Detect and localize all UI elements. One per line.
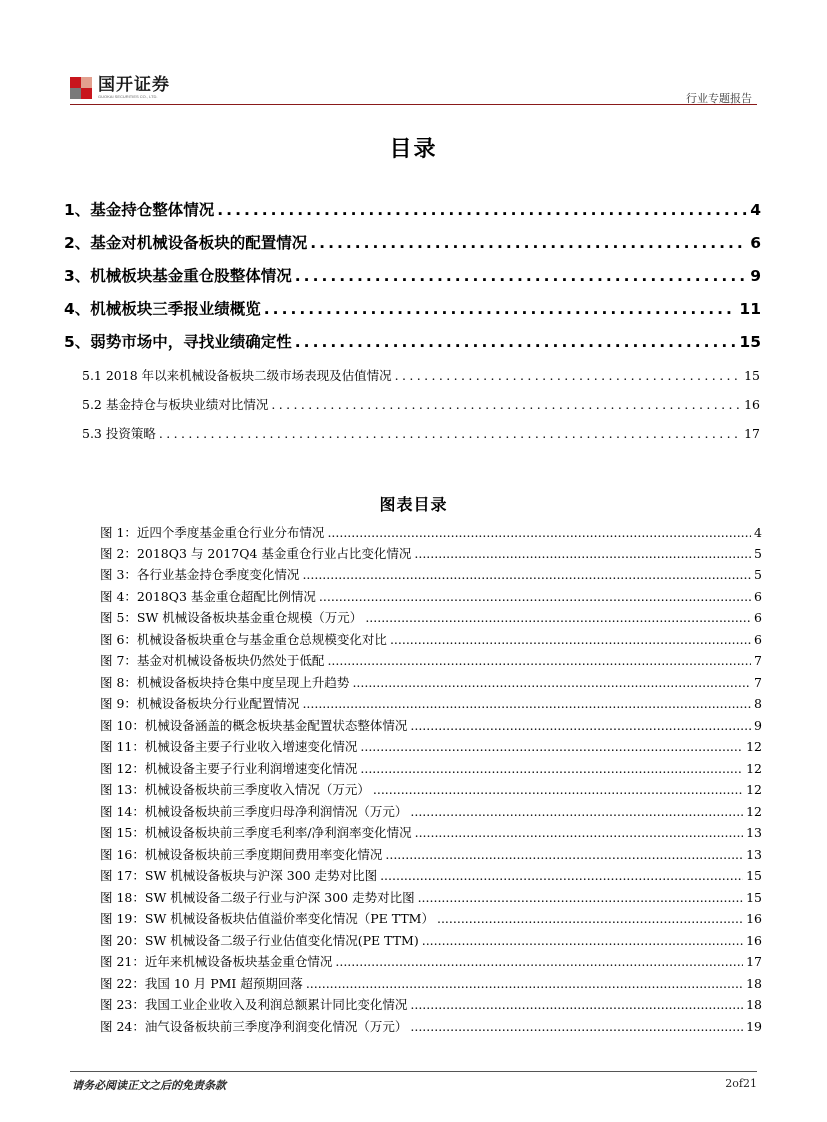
figure-entry[interactable]: 图 1：近四个季度基金重仓行业分布情况 ..... 4 [100, 523, 762, 541]
toc-title: 目录 [389, 137, 438, 162]
figure-entry[interactable]: 图 21：近年来机械设备板块基金重仓情况 ..... 17 [100, 952, 762, 970]
figure-entry[interactable]: 图 24：油气设备板块前三季度净利润变化情况（万元） ..... 19 [100, 1017, 762, 1035]
figure-entry[interactable]: 图 15：机械设备板块前三季度毛利率/净利润率变化情况 ..... 13 [100, 823, 762, 841]
toc-subentry[interactable]: 5.2 基金持仓与板块业绩对比情况 ..... 16 [82, 395, 760, 415]
figure-entry[interactable]: 图 20：SW 机械设备二级子行业估值变化情况(PE TTM) ..... 16 [100, 931, 762, 949]
figure-entry[interactable]: 图 5：SW 机械设备板块基金重仓规模（万元） ..... 6 [100, 608, 762, 626]
toc-entry[interactable]: 5、弱势市场中，寻找业绩确定性 ..... 15 [64, 330, 761, 360]
figure-entry[interactable]: 图 3：各行业基金持仓季度变化情况 ..... 5 [100, 565, 762, 583]
figure-entry[interactable]: 图 17：SW 机械设备板块与沪深 300 走势对比图 ..... 15 [100, 866, 762, 884]
figure-entry[interactable]: 图 22：我国 10 月 PMI 超预期回落 ..... 18 [100, 974, 762, 992]
toc-subentry[interactable]: 5.3 投资策略 ..... 17 [82, 424, 760, 444]
logo-name: 国开证券 [98, 75, 170, 95]
figure-entry[interactable]: 图 7：基金对机械设备板块仍然处于低配 ..... 7 [100, 651, 762, 669]
company-logo [70, 76, 170, 99]
figure-entry[interactable]: 图 16：机械设备板块前三季度期间费用率变化情况 ..... 13 [100, 845, 762, 863]
toc-subentry[interactable]: 5.1 2018 年以来机械设备板块二级市场表现及估值情况 ..... 15 [82, 366, 760, 386]
footer-disclaimer: 请务必阅读正文之后的免责条款 [72, 1079, 226, 1092]
toc-entry[interactable]: 2、基金对机械设备板块的配置情况 ..... 6 [64, 231, 761, 261]
figure-entry[interactable]: 图 2：2018Q3 与 2017Q4 基金重仓行业占比变化情况 ..... 5 [100, 544, 762, 562]
figure-index-title: 图表目录 [379, 495, 448, 514]
document-type: 行业专题报告 [686, 92, 752, 105]
figure-entry[interactable]: 图 18：SW 机械设备二级子行业与沪深 300 走势对比图 ..... 15 [100, 888, 762, 906]
figure-entry[interactable]: 图 10：机械设备涵盖的概念板块基金配置状态整体情况 ..... 9 [100, 716, 762, 734]
figure-entry[interactable]: 图 13：机械设备板块前三季度收入情况（万元） ..... 12 [100, 780, 762, 798]
figure-entry[interactable]: 图 23：我国工业企业收入及利润总额累计同比变化情况 ..... 18 [100, 995, 762, 1013]
toc-entry[interactable]: 3、机械板块基金重仓股整体情况 ..... 9 [64, 264, 761, 294]
figure-entry[interactable]: 图 6：机械设备板块重仓与基金重仓总规模变化对比 ..... 6 [100, 630, 762, 648]
toc-entry[interactable]: 4、机械板块三季报业绩概览 ..... 11 [64, 297, 761, 327]
header-divider [70, 104, 757, 105]
figure-entry[interactable]: 图 8：机械设备板块持仓集中度呈现上升趋势 ..... 7 [100, 673, 762, 691]
figure-entry[interactable]: 图 12：机械设备主要子行业利润增速变化情况 ..... 12 [100, 759, 762, 777]
toc-entry[interactable]: 1、基金持仓整体情况 ..... 4 [64, 198, 761, 228]
footer-divider [70, 1071, 757, 1072]
figure-entry[interactable]: 图 11：机械设备主要子行业收入增速变化情况 ..... 12 [100, 737, 762, 755]
logo-subtitle: GUOKAI SECURITIES CO., LTD. [98, 94, 158, 99]
logo-icon [70, 77, 92, 99]
figure-entry[interactable]: 图 4：2018Q3 基金重仓超配比例情况 ..... 6 [100, 587, 762, 605]
figure-entry[interactable]: 图 14：机械设备板块前三季度归母净利润情况（万元） ..... 12 [100, 802, 762, 820]
figure-entry[interactable]: 图 19：SW 机械设备板块估值溢价率变化情况（PE TTM） ..... 16 [100, 909, 762, 927]
page-indicator: 2of21 [725, 1077, 757, 1090]
figure-entry[interactable]: 图 9：机械设备板块分行业配置情况 ..... 8 [100, 694, 762, 712]
